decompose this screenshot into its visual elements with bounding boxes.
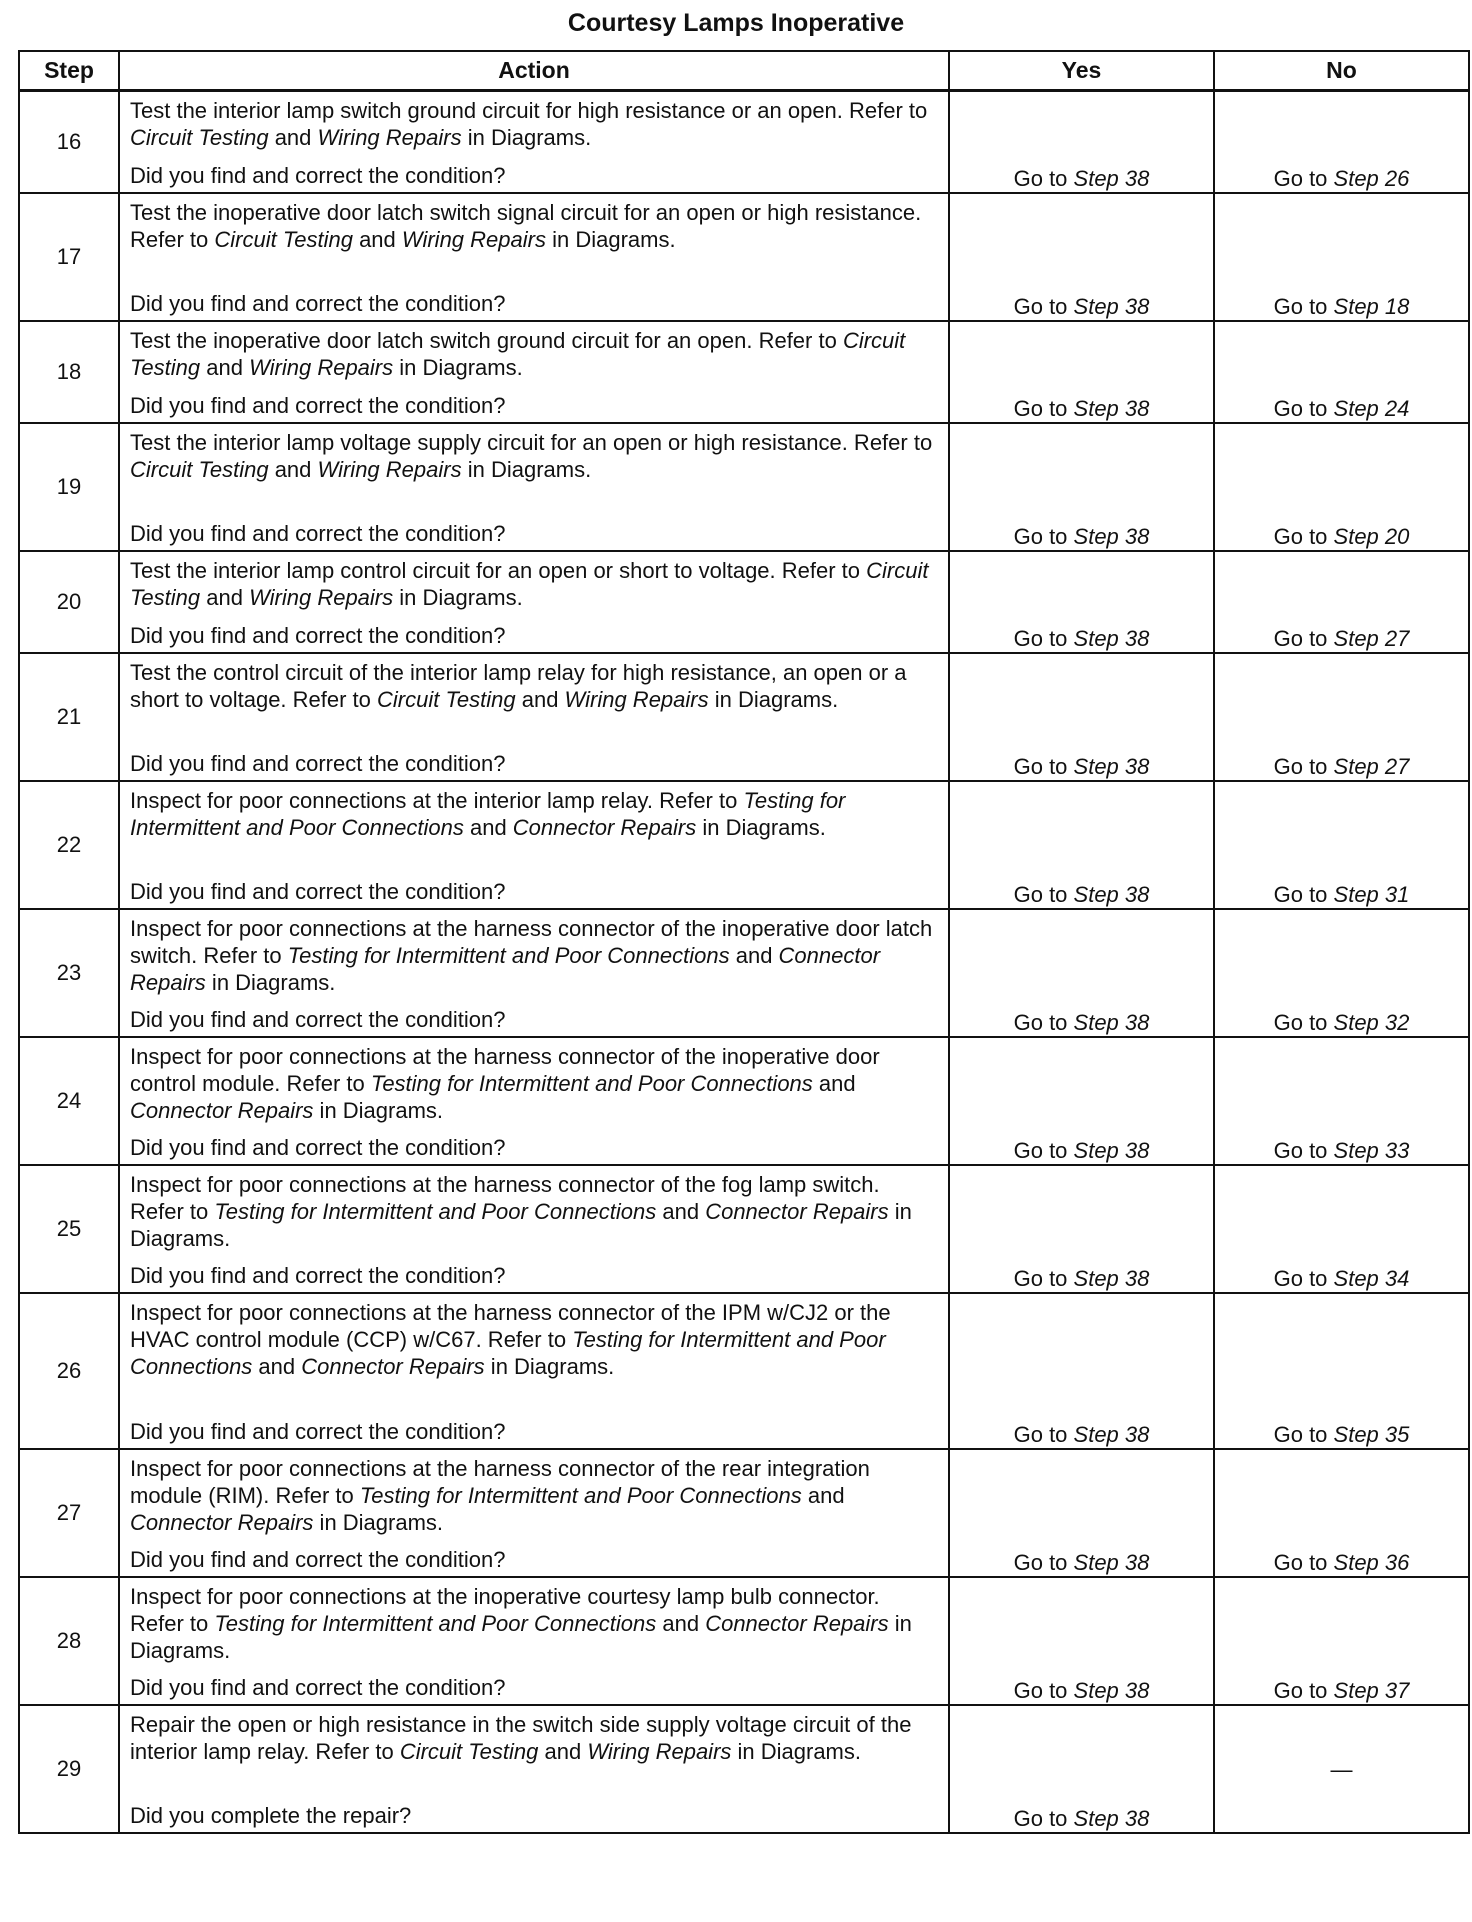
instruction-text: Test the interior lamp control circuit for an open or short to voltage. Refer to [130,558,867,583]
instruction-text: and [656,1611,706,1636]
action-question: Did you find and correct the condition? [130,623,506,648]
goto-prefix: Go to [1013,166,1074,191]
table-row [19,653,1469,781]
instruction-text: Test the inoperative door latch switch ground circuit for an open. Refer to [130,328,843,353]
goto-prefix: Go to [1013,1422,1074,1447]
instruction-text: and [515,687,565,712]
reference-link-text: Circuit Testing [130,328,906,380]
table-row [19,91,1469,194]
yes-result [949,423,1214,551]
goto-prefix: Go to [1273,1138,1334,1163]
instruction-text: in Diagrams. [731,1739,861,1764]
instruction-text: in Diagrams. [393,585,523,610]
reference-link-text: Testing for Intermittent and Poor Connections [214,1199,657,1224]
instruction-text: Test the interior lamp voltage supply circuit for an open or high resistance. Refer to [130,430,933,455]
action-instruction [130,1299,938,1380]
action-question: Did you find and correct the condition? [130,1547,506,1572]
reference-link-text: Circuit Testing [130,457,269,482]
table-row [19,1165,1469,1293]
reference-link-text: Testing for Intermittent and Poor Connections [130,788,846,840]
goto-step-target: Step 24 [1333,396,1410,421]
goto-prefix: Go to [1013,626,1074,651]
table-row [19,1449,1469,1577]
instruction-text: and [352,227,402,252]
goto-step-target: Step 27 [1333,754,1410,779]
goto-step-target: Step 38 [1073,524,1150,549]
no-result [1214,1293,1469,1449]
goto-prefix: Go to [1013,1138,1074,1163]
reference-link-text: Connector Repairs [301,1354,485,1379]
goto-step-target: Step 38 [1073,1678,1150,1703]
instruction-text: and [801,1483,845,1508]
goto-prefix: Go to [1273,754,1334,779]
goto-step-target: Step 20 [1333,524,1410,549]
no-result [1214,909,1469,1037]
no-result [1214,781,1469,909]
goto-step-target: Step 38 [1073,294,1150,319]
action-question: Did you find and correct the condition? [130,521,506,546]
instruction-text: in Diagrams. [461,125,592,150]
step-number: 26 [19,1293,119,1449]
instruction-text: Test the interior lamp switch ground circuit for high resistance or an open. Refer to [130,98,928,123]
action-cell [119,1449,949,1577]
step-number: 22 [19,781,119,909]
goto-prefix: Go to [1013,1266,1074,1291]
instruction-text: and [200,355,250,380]
goto-step-target: Step 38 [1073,166,1150,191]
action-instruction [130,557,938,611]
reference-link-text: Wiring Repairs [564,687,709,712]
action-cell [119,91,949,194]
action-cell [119,909,949,1037]
action-instruction [130,327,938,381]
goto-prefix: Go to [1273,1678,1334,1703]
yes-result [949,551,1214,653]
goto-step-target: Step 38 [1073,754,1150,779]
reference-link-text: Connector Repairs [705,1199,889,1224]
action-cell [119,653,949,781]
action-instruction [130,97,938,151]
reference-link-text: Circuit Testing [130,125,269,150]
reference-link-text: Circuit Testing [377,687,516,712]
action-question: Did you find and correct the condition? [130,393,506,418]
no-result [1214,1037,1469,1165]
action-instruction [130,1043,938,1124]
no-result [1214,1165,1469,1293]
reference-link-text: Connector Repairs [705,1611,889,1636]
instruction-text: in Diagrams. [545,227,676,252]
instruction-text: and [812,1071,856,1096]
instruction-text: and [252,1354,302,1379]
step-number: 29 [19,1705,119,1833]
table-row [19,1037,1469,1165]
action-cell [119,1577,949,1705]
action-instruction [130,659,938,713]
yes-result [949,1293,1214,1449]
header-no: No [1214,51,1469,91]
table-row [19,909,1469,1037]
goto-prefix: Go to [1013,1678,1074,1703]
goto-step-target: Step 38 [1073,396,1150,421]
table-row [19,781,1469,909]
action-instruction [130,1583,938,1664]
reference-link-text: Circuit Testing [130,558,929,610]
action-question: Did you find and correct the condition? [130,1135,506,1160]
goto-step-target: Step 36 [1333,1550,1410,1575]
goto-prefix: Go to [1273,396,1334,421]
no-result [1214,653,1469,781]
reference-link-text: Wiring Repairs [401,227,546,252]
goto-prefix: Go to [1013,396,1074,421]
goto-prefix: Go to [1273,1010,1334,1035]
goto-prefix: Go to [1013,1010,1074,1035]
table-row [19,1293,1469,1449]
instruction-text: Inspect for poor connections at the interior lamp relay. Refer to [130,788,744,813]
instruction-text: Inspect for poor connections at the harness connector of the rear integration module (RIM). Refer to [130,1456,870,1508]
action-question: Did you complete the repair? [130,1803,412,1828]
instruction-text: in Diagrams. [393,355,523,380]
goto-prefix: Go to [1013,754,1074,779]
action-cell [119,1293,949,1449]
reference-link-text: Testing for Intermittent and Poor Connections [214,1611,657,1636]
action-instruction [130,915,938,996]
goto-step-target: Step 38 [1073,1010,1150,1035]
action-question: Did you find and correct the condition? [130,1263,506,1288]
action-cell [119,193,949,321]
header-action: Action [119,51,949,91]
goto-step-target: Step 31 [1333,882,1410,907]
goto-prefix: Go to [1013,524,1074,549]
instruction-text: Test the control circuit of the interior lamp relay for high resistance, an open or a short to voltage. Refer to [130,660,907,712]
goto-prefix: Go to [1273,294,1334,319]
goto-step-target: Step 38 [1073,1422,1150,1447]
diagnostic-table [18,50,1470,1834]
instruction-text: and [729,943,779,968]
instruction-text: Inspect for poor connections at the inoperative courtesy lamp bulb connector. Refer to [130,1584,880,1636]
table-row [19,423,1469,551]
action-question: Did you find and correct the condition? [130,1675,506,1700]
goto-step-target: Step 38 [1073,626,1150,651]
action-cell [119,551,949,653]
goto-step-target: Step 37 [1333,1678,1410,1703]
action-cell [119,1165,949,1293]
yes-result [949,1165,1214,1293]
yes-result [949,781,1214,909]
instruction-text: and [268,457,318,482]
goto-prefix: Go to [1273,524,1334,549]
step-number: 27 [19,1449,119,1577]
goto-step-target: Step 34 [1333,1266,1410,1291]
action-cell [119,321,949,423]
step-number: 23 [19,909,119,1037]
action-question: Did you find and correct the condition? [130,1419,506,1444]
no-result [1214,193,1469,321]
table-row [19,1705,1469,1833]
instruction-text: and [463,815,513,840]
reference-link-text: Circuit Testing [399,1739,539,1764]
instruction-text: in Diagrams. [313,1510,444,1535]
instruction-text: in Diagrams. [205,970,336,995]
action-question: Did you find and correct the condition? [130,879,506,904]
no-result [1214,1705,1469,1833]
instruction-text: and [268,125,318,150]
no-result [1214,91,1469,194]
action-question: Did you find and correct the condition? [130,751,506,776]
action-instruction [130,1171,938,1252]
step-number: 24 [19,1037,119,1165]
action-question: Did you find and correct the condition? [130,1007,506,1032]
reference-link-text: Connector Repairs [130,943,881,995]
table-row [19,193,1469,321]
goto-step-target: Step 33 [1333,1138,1410,1163]
reference-link-text: Wiring Repairs [587,1739,732,1764]
yes-result [949,321,1214,423]
instruction-text: Inspect for poor connections at the harness connector of the IPM w/CJ2 or the HVAC control module (CCP) w/C67. Refer to [130,1300,891,1352]
step-number: 25 [19,1165,119,1293]
goto-prefix: Go to [1273,1550,1334,1575]
instruction-text: in Diagrams. [130,1611,912,1663]
goto-step-target: Step 38 [1073,1266,1150,1291]
reference-link-text: Connector Repairs [130,1510,314,1535]
reference-link-text: Testing for Intermittent and Poor Connections [359,1483,802,1508]
action-cell [119,1705,949,1833]
instruction-text: Inspect for poor connections at the harness connector of the inoperative door latch switch. Refer to [130,916,933,968]
action-instruction [130,199,938,253]
step-number: 28 [19,1577,119,1705]
no-result [1214,551,1469,653]
instruction-text: and [538,1739,588,1764]
goto-prefix: Go to [1273,626,1334,651]
reference-link-text: Wiring Repairs [249,585,394,610]
reference-link-text: Wiring Repairs [249,355,394,380]
yes-result [949,1037,1214,1165]
action-cell [119,1037,949,1165]
action-instruction [130,1711,938,1765]
instruction-text: in Diagrams. [313,1098,444,1123]
instruction-text: and [656,1199,706,1224]
action-cell [119,423,949,551]
step-number: 21 [19,653,119,781]
instruction-text: Repair the open or high resistance in the switch side supply voltage circuit of the interior lamp relay. Refer to [130,1712,912,1764]
not-applicable-dash: — [1330,1756,1353,1782]
instruction-text: and [200,585,250,610]
goto-prefix: Go to [1013,882,1074,907]
reference-link-text: Testing for Intermittent and Poor Connections [370,1071,813,1096]
no-result [1214,1577,1469,1705]
goto-step-target: Step 38 [1073,1550,1150,1575]
reference-link-text: Connector Repairs [130,1098,314,1123]
yes-result [949,193,1214,321]
goto-step-target: Step 32 [1333,1010,1410,1035]
table-row [19,551,1469,653]
yes-result [949,909,1214,1037]
goto-step-target: Step 35 [1333,1422,1410,1447]
goto-step-target: Step 27 [1333,626,1410,651]
goto-step-target: Step 38 [1073,882,1150,907]
instruction-text: Test the inoperative door latch switch signal circuit for an open or high resistance. Refer to [130,200,922,252]
yes-result [949,1577,1214,1705]
header-yes: Yes [949,51,1214,91]
action-cell [119,781,949,909]
goto-step-target: Step 18 [1333,294,1410,319]
no-result [1214,1449,1469,1577]
step-number: 20 [19,551,119,653]
goto-prefix: Go to [1013,294,1074,319]
instruction-text: in Diagrams. [461,457,592,482]
instruction-text: Inspect for poor connections at the harness connector of the inoperative door control module. Refer to [130,1044,880,1096]
instruction-text: in Diagrams. [484,1354,615,1379]
reference-link-text: Connector Repairs [512,815,697,840]
table-row [19,1577,1469,1705]
goto-prefix: Go to [1273,882,1334,907]
goto-prefix: Go to [1013,1806,1074,1831]
table-header-row [19,51,1469,91]
reference-link-text: Testing for Intermittent and Poor Connections [287,943,730,968]
instruction-text: in Diagrams. [696,815,826,840]
step-number: 17 [19,193,119,321]
instruction-text: in Diagrams. [130,1199,912,1251]
reference-link-text: Wiring Repairs [317,125,462,150]
action-question: Did you find and correct the condition? [130,163,506,188]
goto-step-target: Step 26 [1333,166,1410,191]
goto-prefix: Go to [1013,1550,1074,1575]
step-number: 18 [19,321,119,423]
reference-link-text: Circuit Testing [214,227,353,252]
goto-prefix: Go to [1273,1266,1334,1291]
yes-result [949,1705,1214,1833]
goto-prefix: Go to [1273,166,1334,191]
yes-result [949,653,1214,781]
table-row [19,321,1469,423]
step-number: 19 [19,423,119,551]
instruction-text: Inspect for poor connections at the harness connector of the fog lamp switch. Refer to [130,1172,880,1224]
action-instruction [130,787,938,841]
action-question: Did you find and correct the condition? [130,291,506,316]
yes-result [949,1449,1214,1577]
step-number: 16 [19,91,119,194]
page-title: Courtesy Lamps Inoperative [567,9,905,37]
header-step: Step [19,51,119,91]
yes-result [949,91,1214,194]
goto-step-target: Step 38 [1073,1138,1150,1163]
reference-link-text: Wiring Repairs [317,457,462,482]
no-result [1214,321,1469,423]
goto-step-target: Step 38 [1073,1806,1150,1831]
instruction-text: in Diagrams. [708,687,839,712]
no-result [1214,423,1469,551]
reference-link-text: Testing for Intermittent and Poor Connections [130,1327,886,1379]
action-instruction [130,1455,938,1536]
goto-prefix: Go to [1273,1422,1334,1447]
action-instruction [130,429,938,483]
